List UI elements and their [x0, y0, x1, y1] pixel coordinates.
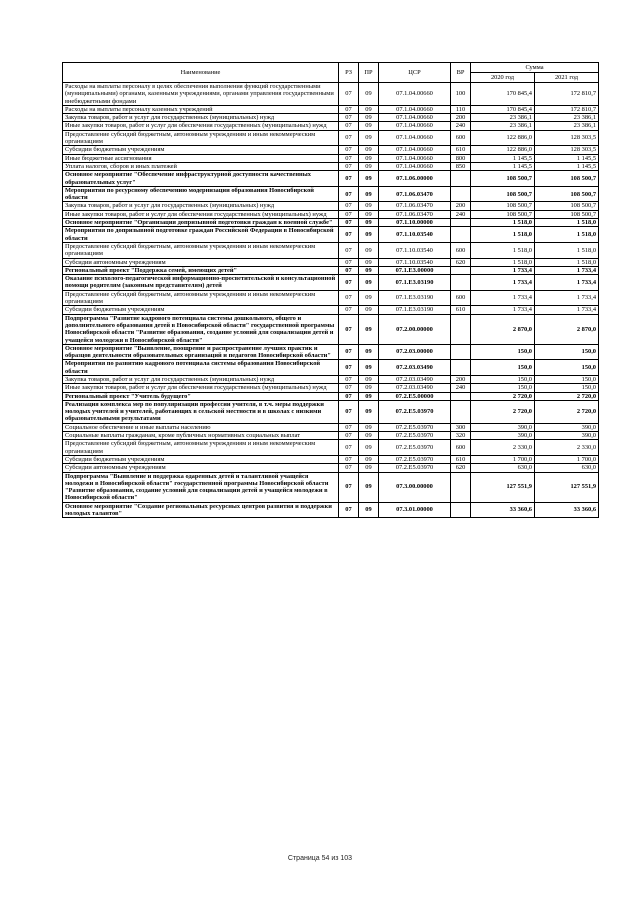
row-2021-cell: 630,0 [535, 464, 599, 472]
row-rz-cell: 07 [339, 83, 359, 106]
row-2020-cell: 108 500,7 [471, 202, 535, 210]
row-name-cell: Подпрограмма "Развитие кадрового потенциала системы дошкольного, общего и дополнительного образования детей в Новосибирской области" государственной программы Новосибирской области "Развитие образования, создание условий для социализации детей и учащейся молодежи в Новосибирской области" [63, 314, 339, 344]
row-rz-cell: 07 [339, 275, 359, 291]
row-rz-cell: 07 [339, 290, 359, 306]
row-rz-cell: 07 [339, 242, 359, 258]
row-csr-cell: 07.1.10.00000 [379, 219, 451, 227]
row-rz-cell: 07 [339, 130, 359, 146]
table-row [63, 455, 599, 463]
row-2020-cell: 1 145,5 [471, 162, 535, 170]
row-2021-cell: 1 518,0 [535, 227, 599, 243]
row-rz-cell: 07 [339, 266, 359, 274]
row-name-cell: Субсидии автономным учреждениям [63, 258, 339, 266]
row-name-cell: Региональный проект "Учитель будущего" [63, 392, 339, 400]
row-2021-cell: 1 518,0 [535, 242, 599, 258]
row-vr-cell [451, 266, 471, 274]
row-name-cell: Закупка товаров, работ и услуг для государственных (муниципальных) нужд [63, 114, 339, 122]
row-2020-cell: 122 886,0 [471, 146, 535, 154]
row-pr-cell: 09 [359, 83, 379, 106]
row-csr-cell: 07.1.04.00660 [379, 154, 451, 162]
row-name-cell: Мероприятия по допризывной подготовке граждан Российской Федерации в Новосибирской области [63, 227, 339, 243]
table-row [63, 219, 599, 227]
row-rz-cell: 07 [339, 472, 359, 502]
row-vr-cell: 110 [451, 105, 471, 113]
row-rz-cell: 07 [339, 392, 359, 400]
row-2021-cell: 108 500,7 [535, 186, 599, 202]
row-csr-cell: 07.1.04.00660 [379, 83, 451, 106]
row-rz-cell: 07 [339, 400, 359, 423]
row-2020-cell: 150,0 [471, 344, 535, 360]
row-vr-cell: 620 [451, 258, 471, 266]
row-rz-cell: 07 [339, 360, 359, 376]
row-pr-cell: 09 [359, 227, 379, 243]
row-2020-cell: 1 145,5 [471, 154, 535, 162]
row-2021-cell: 108 500,7 [535, 210, 599, 218]
row-csr-cell: 07.2.00.00000 [379, 314, 451, 344]
row-rz-cell: 07 [339, 384, 359, 392]
row-2021-cell: 390,0 [535, 423, 599, 431]
row-pr-cell: 09 [359, 258, 379, 266]
row-rz-cell: 07 [339, 171, 359, 187]
row-name-cell: Субсидии автономным учреждениям [63, 464, 339, 472]
row-2020-cell: 2 720,0 [471, 400, 535, 423]
row-2021-cell: 150,0 [535, 344, 599, 360]
row-csr-cell: 07.1.10.03540 [379, 258, 451, 266]
row-2021-cell: 1 733,4 [535, 306, 599, 314]
row-2020-cell: 1 518,0 [471, 219, 535, 227]
row-rz-cell: 07 [339, 502, 359, 518]
row-name-cell: Предоставление субсидий бюджетным, автономным учреждениям и иным некоммерческим организациям [63, 290, 339, 306]
row-2021-cell: 1 518,0 [535, 258, 599, 266]
row-csr-cell: 07.1.E3.03190 [379, 306, 451, 314]
row-csr-cell: 07.1.06.03470 [379, 186, 451, 202]
row-2020-cell: 108 500,7 [471, 210, 535, 218]
row-pr-cell: 09 [359, 502, 379, 518]
row-csr-cell: 07.3.01.00000 [379, 502, 451, 518]
row-csr-cell: 07.2.E5.03970 [379, 464, 451, 472]
row-2021-cell: 1 733,4 [535, 290, 599, 306]
row-rz-cell: 07 [339, 314, 359, 344]
row-2020-cell: 1 518,0 [471, 227, 535, 243]
page-number: Страница 54 из 103 [287, 855, 353, 862]
row-vr-cell [451, 360, 471, 376]
row-name-cell: Закупка товаров, работ и услуг для государственных (муниципальных) нужд [63, 202, 339, 210]
row-2020-cell: 390,0 [471, 423, 535, 431]
row-rz-cell: 07 [339, 423, 359, 431]
row-2021-cell: 1 518,0 [535, 219, 599, 227]
row-2021-cell: 1 700,0 [535, 455, 599, 463]
row-csr-cell: 07.1.04.00660 [379, 162, 451, 170]
row-pr-cell: 09 [359, 219, 379, 227]
row-vr-cell: 620 [451, 464, 471, 472]
row-vr-cell: 300 [451, 423, 471, 431]
row-2020-cell: 1 700,0 [471, 455, 535, 463]
row-pr-cell: 09 [359, 455, 379, 463]
row-2021-cell: 127 551,9 [535, 472, 599, 502]
row-csr-cell: 07.3.00.00000 [379, 472, 451, 502]
row-name-cell: Мероприятия по ресурсному обеспечению модернизации образования Новосибирской области [63, 186, 339, 202]
row-2020-cell: 23 386,1 [471, 122, 535, 130]
row-vr-cell: 320 [451, 432, 471, 440]
row-2021-cell: 2 870,0 [535, 314, 599, 344]
row-name-cell: Уплата налогов, сборов и иных платежей [63, 162, 339, 170]
row-name-cell: Расходы на выплаты персоналу в целях обеспечения выполнения функций государственными (муниципальными) органами, казенными учреждениями, органами управления государственными внебюджетными фондами [63, 83, 339, 106]
row-rz-cell: 07 [339, 464, 359, 472]
row-csr-cell: 07.1.04.00660 [379, 130, 451, 146]
row-pr-cell: 09 [359, 105, 379, 113]
row-2021-cell: 150,0 [535, 375, 599, 383]
row-vr-cell: 850 [451, 162, 471, 170]
row-name-cell: Основное мероприятие "Выявление, поощрение и распространение лучших практик и образцов деятельности образовательных организаций и педагогов Новосибирской области" [63, 344, 339, 360]
row-vr-cell [451, 502, 471, 518]
row-2021-cell: 1 145,5 [535, 154, 599, 162]
row-vr-cell: 240 [451, 122, 471, 130]
table-row [63, 375, 599, 383]
row-rz-cell: 07 [339, 440, 359, 456]
table-row [63, 472, 599, 502]
table-row [63, 162, 599, 170]
row-rz-cell: 07 [339, 227, 359, 243]
row-csr-cell: 07.1.06.03470 [379, 210, 451, 218]
row-rz-cell: 07 [339, 432, 359, 440]
table-row [63, 432, 599, 440]
row-pr-cell: 09 [359, 114, 379, 122]
row-name-cell: Реализация комплекса мер по популяризации профессии учителя, в т.ч. меры поддержки молодых учителей и учителей, работающих в сельской местности и в школах с низкими образовательными результатами [63, 400, 339, 423]
row-csr-cell: 07.1.04.00660 [379, 146, 451, 154]
row-pr-cell: 09 [359, 375, 379, 383]
table-row [63, 384, 599, 392]
row-2020-cell: 390,0 [471, 432, 535, 440]
table-row [63, 266, 599, 274]
row-vr-cell [451, 219, 471, 227]
row-pr-cell: 09 [359, 242, 379, 258]
table-row [63, 344, 599, 360]
row-2021-cell: 23 386,1 [535, 122, 599, 130]
row-name-cell: Предоставление субсидий бюджетным, автономным учреждениям и иным некоммерческим организациям [63, 242, 339, 258]
row-pr-cell: 09 [359, 344, 379, 360]
row-name-cell: Субсидии бюджетным учреждениям [63, 306, 339, 314]
row-2020-cell: 150,0 [471, 384, 535, 392]
row-2020-cell: 170 845,4 [471, 83, 535, 106]
row-2021-cell: 390,0 [535, 432, 599, 440]
row-2021-cell: 108 500,7 [535, 171, 599, 187]
table-row [63, 210, 599, 218]
row-csr-cell: 07.1.E3.03190 [379, 275, 451, 291]
row-rz-cell: 07 [339, 154, 359, 162]
row-2020-cell: 122 886,0 [471, 130, 535, 146]
row-name-cell: Основное мероприятие "Создание региональных ресурсных центров развития и поддержки молодых талантов" [63, 502, 339, 518]
row-pr-cell: 09 [359, 392, 379, 400]
row-csr-cell: 07.2.03.03490 [379, 360, 451, 376]
row-name-cell: Закупка товаров, работ и услуг для государственных (муниципальных) нужд [63, 375, 339, 383]
budget-table [62, 62, 599, 518]
row-pr-cell: 09 [359, 432, 379, 440]
row-2021-cell: 1 145,5 [535, 162, 599, 170]
header-vr: ВР [451, 63, 471, 83]
header-name: Наименование [63, 63, 339, 83]
row-name-cell: Социальное обеспечение и иные выплаты населению [63, 423, 339, 431]
row-rz-cell: 07 [339, 202, 359, 210]
row-vr-cell: 100 [451, 83, 471, 106]
row-pr-cell: 09 [359, 472, 379, 502]
row-vr-cell [451, 227, 471, 243]
table-row [63, 360, 599, 376]
row-vr-cell: 600 [451, 440, 471, 456]
table-row [63, 440, 599, 456]
table-row [63, 146, 599, 154]
row-name-cell: Региональный проект "Поддержка семей, имеющих детей" [63, 266, 339, 274]
row-vr-cell: 610 [451, 455, 471, 463]
row-rz-cell: 07 [339, 375, 359, 383]
table-row [63, 202, 599, 210]
row-2021-cell: 172 810,7 [535, 83, 599, 106]
row-csr-cell: 07.1.04.00660 [379, 122, 451, 130]
table-header [63, 63, 599, 83]
row-vr-cell: 200 [451, 114, 471, 122]
row-csr-cell: 07.1.04.00660 [379, 114, 451, 122]
row-vr-cell [451, 314, 471, 344]
header-csr: ЦСР [379, 63, 451, 83]
table-row [63, 306, 599, 314]
row-vr-cell: 240 [451, 384, 471, 392]
row-rz-cell: 07 [339, 162, 359, 170]
row-pr-cell: 09 [359, 266, 379, 274]
row-2021-cell: 108 500,7 [535, 202, 599, 210]
row-pr-cell: 09 [359, 122, 379, 130]
row-2020-cell: 2 720,0 [471, 392, 535, 400]
header-sum: Сумма [471, 63, 599, 73]
row-2020-cell: 170 845,4 [471, 105, 535, 113]
row-2021-cell: 2 720,0 [535, 392, 599, 400]
table-row [63, 502, 599, 518]
row-2020-cell: 1 518,0 [471, 242, 535, 258]
table-row [63, 242, 599, 258]
row-2021-cell: 128 303,5 [535, 146, 599, 154]
row-pr-cell: 09 [359, 314, 379, 344]
row-rz-cell: 07 [339, 219, 359, 227]
row-csr-cell: 07.2.E5.03970 [379, 432, 451, 440]
table-row [63, 130, 599, 146]
row-name-cell: Субсидии бюджетным учреждениям [63, 146, 339, 154]
table-row [63, 275, 599, 291]
row-pr-cell: 09 [359, 202, 379, 210]
table-row [63, 400, 599, 423]
row-name-cell: Мероприятия по развитию кадрового потенциала системы образования Новосибирской области [63, 360, 339, 376]
row-2020-cell: 150,0 [471, 375, 535, 383]
row-csr-cell: 07.2.E5.03970 [379, 400, 451, 423]
table-row [63, 392, 599, 400]
row-pr-cell: 09 [359, 440, 379, 456]
row-pr-cell: 09 [359, 162, 379, 170]
row-csr-cell: 07.2.E5.03970 [379, 440, 451, 456]
row-2020-cell: 150,0 [471, 360, 535, 376]
row-2021-cell: 172 810,7 [535, 105, 599, 113]
row-rz-cell: 07 [339, 306, 359, 314]
row-pr-cell: 09 [359, 464, 379, 472]
row-2021-cell: 33 360,6 [535, 502, 599, 518]
row-vr-cell: 610 [451, 146, 471, 154]
row-csr-cell: 07.2.03.03490 [379, 375, 451, 383]
row-name-cell: Основное мероприятие "Обеспечение инфраструктурной доступности качественных образовательных услуг" [63, 171, 339, 187]
row-vr-cell: 600 [451, 242, 471, 258]
row-vr-cell: 610 [451, 306, 471, 314]
row-2021-cell: 150,0 [535, 384, 599, 392]
row-name-cell: Иные бюджетные ассигнования [63, 154, 339, 162]
table-row [63, 122, 599, 130]
row-vr-cell: 600 [451, 130, 471, 146]
row-rz-cell: 07 [339, 146, 359, 154]
row-rz-cell: 07 [339, 186, 359, 202]
row-rz-cell: 07 [339, 258, 359, 266]
row-pr-cell: 09 [359, 423, 379, 431]
row-2020-cell: 1 733,4 [471, 290, 535, 306]
row-csr-cell: 07.1.06.03470 [379, 202, 451, 210]
row-vr-cell [451, 392, 471, 400]
header-pr: ПР [359, 63, 379, 83]
row-name-cell: Иные закупки товаров, работ и услуг для обеспечения государственных (муниципальных) нужд [63, 122, 339, 130]
table-body [63, 83, 599, 518]
row-pr-cell: 09 [359, 275, 379, 291]
row-2021-cell: 1 733,4 [535, 266, 599, 274]
row-vr-cell: 240 [451, 210, 471, 218]
row-name-cell: Оказание психолого-педагогической информационно-просветительской и консультационной помощи родителям (законным представителям) детей [63, 275, 339, 291]
row-2020-cell: 108 500,7 [471, 171, 535, 187]
row-csr-cell: 07.2.E5.00000 [379, 392, 451, 400]
row-rz-cell: 07 [339, 114, 359, 122]
row-2020-cell: 23 386,1 [471, 114, 535, 122]
row-csr-cell: 07.1.10.03540 [379, 242, 451, 258]
row-2021-cell: 2 330,0 [535, 440, 599, 456]
table-row [63, 290, 599, 306]
row-vr-cell [451, 472, 471, 502]
header-year-2020: 2020 год [471, 73, 535, 83]
table-row [63, 83, 599, 106]
row-vr-cell [451, 186, 471, 202]
row-pr-cell: 09 [359, 130, 379, 146]
row-name-cell: Иные закупки товаров, работ и услуг для обеспечения государственных (муниципальных) нужд [63, 384, 339, 392]
row-csr-cell: 07.2.03.03490 [379, 384, 451, 392]
row-2020-cell: 630,0 [471, 464, 535, 472]
table-row [63, 114, 599, 122]
row-csr-cell: 07.2.03.00000 [379, 344, 451, 360]
row-vr-cell [451, 344, 471, 360]
row-pr-cell: 09 [359, 384, 379, 392]
row-pr-cell: 09 [359, 171, 379, 187]
header-year-2021: 2021 год [535, 73, 599, 83]
row-csr-cell: 07.2.E5.03970 [379, 455, 451, 463]
table-row [63, 464, 599, 472]
row-rz-cell: 07 [339, 122, 359, 130]
row-pr-cell: 09 [359, 360, 379, 376]
row-rz-cell: 07 [339, 105, 359, 113]
row-name-cell: Основное мероприятие "Организация допризывной подготовки граждан к военной службе" [63, 219, 339, 227]
row-pr-cell: 09 [359, 290, 379, 306]
row-pr-cell: 09 [359, 186, 379, 202]
row-vr-cell: 600 [451, 290, 471, 306]
row-pr-cell: 09 [359, 146, 379, 154]
row-name-cell: Социальные выплаты гражданам, кроме публичных нормативных социальных выплат [63, 432, 339, 440]
row-pr-cell: 09 [359, 306, 379, 314]
row-vr-cell: 200 [451, 375, 471, 383]
table-row [63, 154, 599, 162]
row-pr-cell: 09 [359, 154, 379, 162]
header-rz: РЗ [339, 63, 359, 83]
row-2021-cell: 128 303,5 [535, 130, 599, 146]
row-2020-cell: 108 500,7 [471, 186, 535, 202]
row-2020-cell: 2 330,0 [471, 440, 535, 456]
table-row [63, 227, 599, 243]
table-row [63, 423, 599, 431]
row-vr-cell [451, 275, 471, 291]
row-name-cell: Иные закупки товаров, работ и услуг для обеспечения государственных (муниципальных) нужд [63, 210, 339, 218]
row-2021-cell: 2 720,0 [535, 400, 599, 423]
row-2020-cell: 1 518,0 [471, 258, 535, 266]
table-row [63, 258, 599, 266]
row-csr-cell: 07.1.04.00660 [379, 105, 451, 113]
row-2020-cell: 1 733,4 [471, 275, 535, 291]
row-csr-cell: 07.2.E5.03970 [379, 423, 451, 431]
row-2021-cell: 23 386,1 [535, 114, 599, 122]
row-2020-cell: 2 870,0 [471, 314, 535, 344]
row-2020-cell: 33 360,6 [471, 502, 535, 518]
row-2020-cell: 127 551,9 [471, 472, 535, 502]
row-name-cell: Предоставление субсидий бюджетным, автономным учреждениям и иным некоммерческим организациям [63, 130, 339, 146]
row-csr-cell: 07.1.E3.00000 [379, 266, 451, 274]
row-name-cell: Подпрограмма "Выявление и поддержка одаренных детей и талантливой учащейся молодежи в Новосибирской области" государственной программы Новосибирской области "Развитие образования, создание условий для социализации детей и учащейся молодежи в Новосибирской области" [63, 472, 339, 502]
row-rz-cell: 07 [339, 210, 359, 218]
row-csr-cell: 07.1.E3.03190 [379, 290, 451, 306]
table-row [63, 171, 599, 187]
row-vr-cell [451, 171, 471, 187]
row-2021-cell: 150,0 [535, 360, 599, 376]
row-vr-cell: 200 [451, 202, 471, 210]
row-name-cell: Субсидии бюджетным учреждениям [63, 455, 339, 463]
row-csr-cell: 07.1.10.03540 [379, 227, 451, 243]
row-vr-cell: 800 [451, 154, 471, 162]
row-vr-cell [451, 400, 471, 423]
row-name-cell: Предоставление субсидий бюджетным, автономным учреждениям и иным некоммерческим организациям [63, 440, 339, 456]
row-2020-cell: 1 733,4 [471, 266, 535, 274]
table-row [63, 186, 599, 202]
row-2020-cell: 1 733,4 [471, 306, 535, 314]
table-row [63, 314, 599, 344]
row-pr-cell: 09 [359, 210, 379, 218]
table-row [63, 105, 599, 113]
row-pr-cell: 09 [359, 400, 379, 423]
row-rz-cell: 07 [339, 344, 359, 360]
row-csr-cell: 07.1.06.00000 [379, 171, 451, 187]
row-rz-cell: 07 [339, 455, 359, 463]
row-name-cell: Расходы на выплаты персоналу казенных учреждений [63, 105, 339, 113]
row-2021-cell: 1 733,4 [535, 275, 599, 291]
